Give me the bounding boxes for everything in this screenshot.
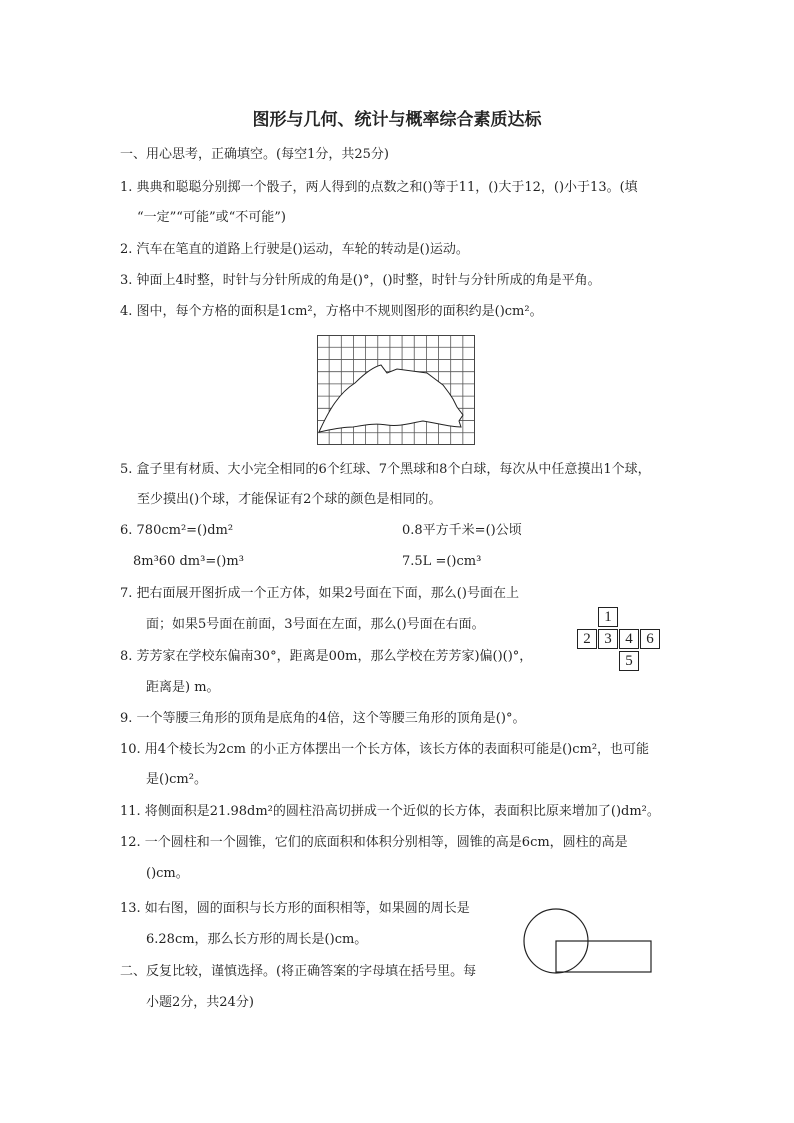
question-7-line2: 面；如果5号面在前面，3号面在左面，那么()号面在右面。 (146, 617, 485, 632)
question-4: 4. 图中，每个方格的面积是1cm²，方格中不规则图形的面积约是()cm²。 (120, 304, 543, 319)
page-title: 图形与几何、统计与概率综合素质达标 (252, 110, 542, 130)
cube-net-face-1: 1 (598, 607, 618, 627)
irregular-shape-grid-figure (317, 335, 475, 445)
cube-net-face-4: 4 (619, 629, 639, 649)
cube-net-face-3: 3 (598, 629, 618, 649)
question-8-line2: 距离是) m。 (146, 680, 220, 695)
question-10-line2: 是()cm²。 (146, 772, 207, 787)
question-11: 11. 将侧面积是21.98dm²的圆柱沿高切拼成一个近似的长方体，表面积比原来增加了()dm²。 (120, 804, 660, 819)
question-3: 3. 钟面上4时整，时针与分针所成的角是()°，()时整，时针与分针所成的角是平角。 (120, 273, 601, 288)
cube-net-face-2: 2 (577, 629, 597, 649)
circle-rectangle-figure (520, 905, 660, 980)
question-6d: 7.5L =()cm³ (402, 554, 482, 569)
question-12-line1: 12. 一个圆柱和一个圆锥，它们的底面积和体积分别相等，圆锥的高是6cm，圆柱的高是 (120, 835, 628, 850)
question-1-line2: “一定”“可能”或“不可能”) (137, 210, 286, 225)
cube-net-face-5: 5 (619, 651, 639, 671)
question-6b: 0.8平方千米=()公顷 (402, 523, 522, 538)
question-9: 9. 一个等腰三角形的顶角是底角的4倍，这个等腰三角形的顶角是()°。 (120, 711, 526, 726)
question-5-line2: 至少摸出()个球，才能保证有2个球的颜色是相同的。 (137, 492, 442, 507)
question-12-line2: ()cm。 (146, 866, 189, 881)
section2-heading-line1: 二、反复比较，谨慎选择。(将正确答案的字母填在括号里。每 (120, 964, 477, 979)
question-5-line1: 5. 盒子里有材质、大小完全相同的6个红球、7个黑球和8个白球，每次从中任意摸出1个球， (120, 462, 651, 477)
rectangle-shape (556, 941, 651, 972)
section2-heading-line2: 小题2分，共24分) (146, 995, 254, 1010)
question-6c: 8m³60 dm³=()m³ (133, 554, 244, 569)
question-13-line2: 6.28cm，那么长方形的周长是()cm。 (146, 932, 368, 947)
question-2: 2. 汽车在笔直的道路上行驶是()运动，车轮的转动是()运动。 (120, 242, 469, 257)
question-1-line1: 1. 典典和聪聪分别掷一个骰子，两人得到的点数之和()等于11，()大于12，()小于13。(填 (120, 180, 638, 195)
question-8-line1: 8. 芳芳家在学校东偏南30°，距离是00m，那么学校在芳芳家)偏()()°， (120, 649, 533, 664)
question-10-line1: 10. 用4个棱长为2cm 的小正方体摆出一个长方体，该长方体的表面积可能是()cm²，也可能 (120, 742, 650, 757)
irregular-shape (319, 365, 463, 432)
question-7-line1: 7. 把右面展开图折成一个正方体，如果2号面在下面，那么()号面在上 (120, 586, 519, 601)
cube-net-face-6: 6 (640, 629, 660, 649)
question-6a: 6. 780cm²=()dm² (120, 523, 234, 538)
section1-heading: 一、用心思考，正确填空。(每空1分，共25分) (120, 147, 389, 162)
question-13-line1: 13. 如右图，圆的面积与长方形的面积相等，如果圆的周长是 (120, 901, 470, 916)
